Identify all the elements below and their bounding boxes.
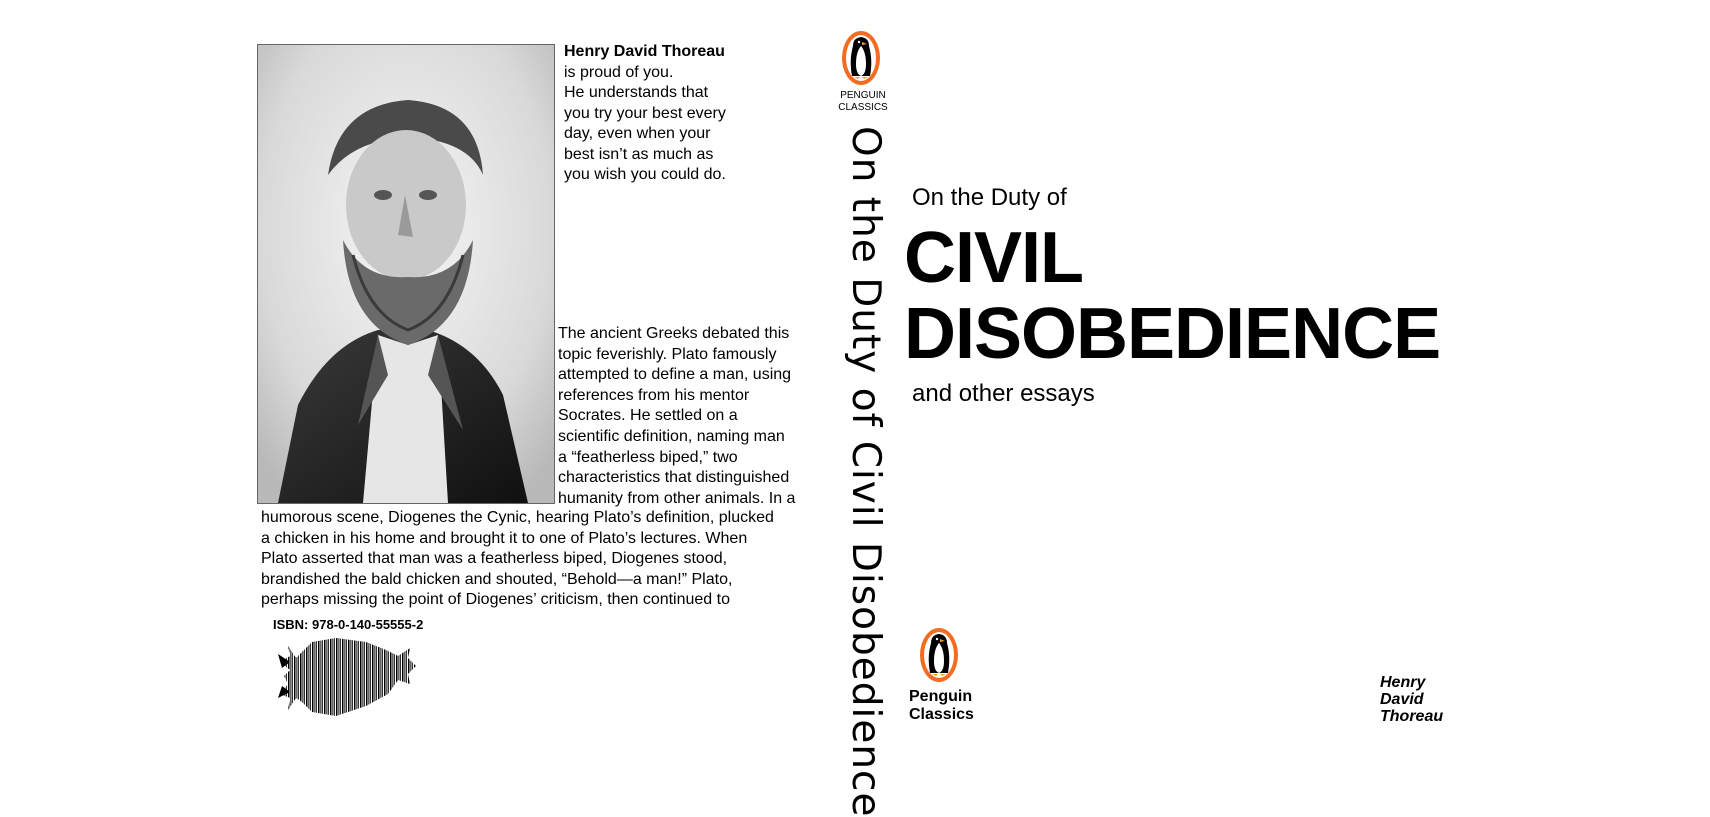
front-main-title bbox=[904, 220, 1440, 372]
front-title-line: DISOBEDIENCE bbox=[904, 294, 1441, 374]
isbn-label: ISBN: 978-0-140-55555-2 bbox=[273, 617, 424, 632]
story-line: characteristics that distinguished bbox=[558, 469, 790, 487]
back-story-full bbox=[261, 508, 821, 611]
penguin-logo-icon bbox=[841, 30, 881, 86]
story-line: perhaps missing the point of Diogenes’ criticism, then continued to bbox=[261, 591, 730, 609]
front-author-line: Thoreau bbox=[1380, 708, 1444, 725]
left-flap-text-texture bbox=[33, 34, 221, 654]
quote-line: He understands that bbox=[564, 84, 709, 101]
quote-line: day, even when your bbox=[564, 125, 711, 142]
penguin-logo-icon bbox=[919, 627, 959, 683]
story-line: The ancient Greeks debated this bbox=[558, 325, 790, 342]
story-line: a chicken in his home and brought it to one of Plato’s lectures. When bbox=[261, 529, 748, 547]
story-line: a “featherless biped,” two bbox=[558, 448, 738, 466]
story-line: Plato asserted that man was a featherless biped, Diogenes stood, bbox=[261, 550, 728, 568]
front-sub-title: and other essays bbox=[912, 380, 1095, 407]
spine-publisher-line: PENGUIN bbox=[840, 90, 886, 101]
story-line: references from his mentor bbox=[558, 386, 750, 404]
author-portrait bbox=[257, 44, 555, 504]
story-line: scientific definition, naming man bbox=[558, 427, 785, 445]
front-pre-title: On the Duty of bbox=[912, 184, 1067, 211]
quote-line: best isn’t as much as bbox=[564, 145, 714, 163]
spine-publisher bbox=[835, 90, 891, 114]
front-publisher-line: Penguin bbox=[909, 688, 973, 705]
story-line: humorous scene, Diogenes the Cynic, hearing Plato’s definition, plucked bbox=[261, 509, 774, 526]
front-author-line: Henry bbox=[1380, 674, 1426, 691]
front-publisher-line: Classics bbox=[909, 706, 974, 723]
quote-line: you try your best every bbox=[564, 104, 726, 122]
story-line: brandished the bald chicken and shouted, “Behold—a man!” Plato, bbox=[261, 570, 733, 588]
right-flap-text-texture bbox=[1504, 34, 1694, 654]
front-publisher bbox=[909, 688, 974, 724]
penguin-barcode-icon bbox=[276, 636, 422, 722]
back-story-column bbox=[558, 324, 814, 509]
story-line: topic feverishly. Plato famously bbox=[558, 345, 777, 363]
back-quote bbox=[564, 42, 764, 186]
spine-title: On the Duty of Civil Disobedience bbox=[843, 126, 888, 817]
spine-publisher-line: CLASSICS bbox=[838, 102, 888, 113]
story-line: Socrates. He settled on a bbox=[558, 407, 738, 425]
quote-line: you wish you could do. bbox=[564, 166, 726, 183]
front-author-line: David bbox=[1380, 691, 1424, 708]
quote-line: is proud of you. bbox=[564, 63, 674, 81]
story-line: attempted to define a man, using bbox=[558, 366, 792, 384]
quote-author: Henry David Thoreau bbox=[564, 43, 725, 60]
front-title-line: CIVIL bbox=[904, 218, 1084, 298]
story-line: humanity from other animals. In a bbox=[558, 489, 796, 507]
front-author bbox=[1380, 674, 1443, 725]
